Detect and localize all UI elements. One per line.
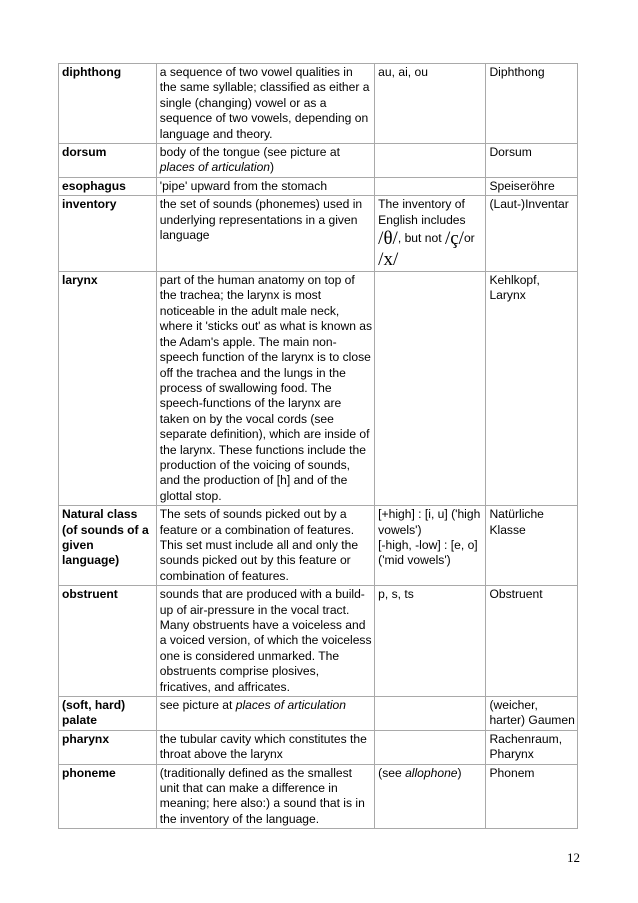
german-cell: Dorsum bbox=[486, 144, 578, 178]
definition-text: body of the tongue (see picture at bbox=[159, 145, 340, 160]
example-line: [-high, -low] : [e, o] ('mid vowels') bbox=[378, 537, 478, 568]
table-row bbox=[59, 764, 578, 829]
page-number: 12 bbox=[567, 850, 580, 865]
term-cell: Natural class (of sounds of a given language) bbox=[59, 506, 157, 586]
example-cell: au, ai, ou bbox=[375, 64, 486, 144]
cross-reference: allophone bbox=[405, 765, 458, 780]
glossary-table bbox=[58, 63, 578, 829]
definition-cell: sounds that are produced with a build-up of air-pressure in the vocal tract. Many obstruents have a voiceless and a voiced version, of which the voiceless one is considered unmarked. The obstruents comprise plosives, fricatives, and affricates. bbox=[156, 586, 374, 697]
example-text: The inventory of English includes bbox=[378, 197, 466, 227]
definition-cell: 'pipe' upward from the stomach bbox=[156, 177, 374, 195]
table-row bbox=[59, 64, 578, 144]
german-cell: (Laut-)Inventar bbox=[486, 196, 578, 272]
example-cell bbox=[375, 697, 486, 731]
term-cell: pharynx bbox=[59, 730, 157, 764]
cross-reference: places of articulation bbox=[159, 160, 271, 175]
example-cell bbox=[375, 144, 486, 178]
term-cell: esophagus bbox=[59, 177, 157, 195]
example-text: , but not bbox=[397, 231, 442, 246]
term-cell: inventory bbox=[59, 196, 157, 272]
term-cell: phoneme bbox=[59, 764, 157, 829]
german-cell: Rachenraum, Pharynx bbox=[486, 730, 578, 764]
german-cell: Speiseröhre bbox=[486, 177, 578, 195]
phonetic-symbol: /ç/ bbox=[444, 228, 464, 250]
cross-reference: places of articulation bbox=[235, 698, 346, 713]
definition-cell: a sequence of two vowel qualities in the same syllable; classified as either a single (changing) vowel or as a sequence of two vowels, depending on language and theory. bbox=[156, 64, 374, 144]
example-text: (see bbox=[378, 765, 406, 780]
definition-text: see picture at bbox=[159, 698, 236, 713]
table-row bbox=[59, 144, 578, 178]
phonetic-symbol: /θ/ bbox=[378, 228, 398, 250]
definition-cell bbox=[156, 144, 374, 178]
german-cell: Diphthong bbox=[486, 64, 578, 144]
example-line: [+high] : [i, u] ('high vowels') bbox=[378, 507, 481, 537]
table-row bbox=[59, 177, 578, 195]
definition-cell: the set of sounds (phonemes) used in underlying representations in a given language bbox=[156, 196, 374, 272]
term-cell: (soft, hard) palate bbox=[59, 697, 157, 731]
example-text: or bbox=[463, 231, 475, 246]
definition-cell bbox=[156, 697, 374, 731]
term-cell: obstruent bbox=[59, 586, 157, 697]
german-cell: Natürliche Klasse bbox=[486, 506, 578, 586]
example-cell: p, s, ts bbox=[375, 586, 486, 697]
table-row bbox=[59, 730, 578, 764]
example-cell bbox=[375, 764, 486, 829]
table-row bbox=[59, 272, 578, 506]
table-row bbox=[59, 196, 578, 272]
definition-cell: The sets of sounds picked out by a feature or a combination of features. This set must include all and only the sounds picked out by this feature or combination of features. bbox=[156, 506, 374, 586]
term-cell: diphthong bbox=[59, 64, 157, 144]
table-row bbox=[59, 586, 578, 697]
example-text: ) bbox=[457, 765, 462, 780]
example-cell bbox=[375, 177, 486, 195]
german-cell: Obstruent bbox=[486, 586, 578, 697]
term-cell: dorsum bbox=[59, 144, 157, 178]
german-cell: Kehlkopf, Larynx bbox=[486, 272, 578, 506]
example-cell bbox=[375, 730, 486, 764]
phonetic-symbol: /x/ bbox=[378, 249, 399, 271]
table-row bbox=[59, 697, 578, 731]
definition-text: ) bbox=[270, 160, 275, 175]
term-cell: larynx bbox=[59, 272, 157, 506]
table-row bbox=[59, 506, 578, 586]
german-cell: (weicher, harter) Gaumen bbox=[486, 697, 578, 731]
example-cell bbox=[375, 196, 486, 272]
example-cell bbox=[375, 506, 486, 586]
example-cell bbox=[375, 272, 486, 506]
definition-cell: (traditionally defined as the smallest unit that can make a difference in meaning; here also:) a sound that is in the inventory of the language. bbox=[156, 764, 374, 829]
definition-cell: part of the human anatomy on top of the trachea; the larynx is most noticeable in the adult male neck, where it 'sticks out' as what is known as the Adam's apple. The main non-speech function of the larynx is to close off the trachea and the lungs in the process of swallowing food. The speech-functions of the larynx are taken on by the vocal cords (see separate definition), which are inside of the larynx. These functions include the production of the voicing of sounds, and the production of [h] and of the glottal stop. bbox=[156, 272, 374, 506]
definition-cell: the tubular cavity which constitutes the throat above the larynx bbox=[156, 730, 374, 764]
german-cell: Phonem bbox=[486, 764, 578, 829]
